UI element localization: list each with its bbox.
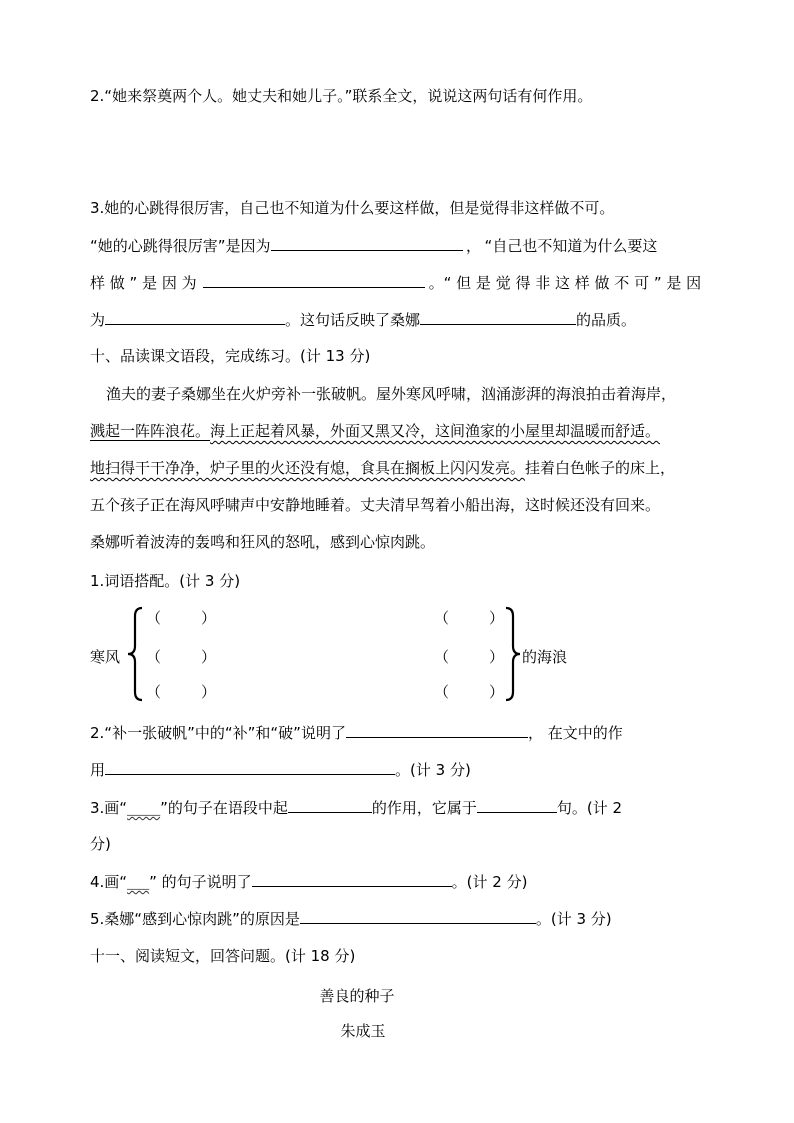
question-10-3-cont: 分) [90, 835, 111, 853]
article-author: 朱成玉 [340, 1022, 386, 1040]
question-9-3-line-a [90, 235, 657, 256]
q10-2-cont-prefix: 用 [90, 761, 106, 779]
paren-close: ） [201, 648, 217, 666]
passage-line-2-a: 溅起一阵阵浪花。 [90, 422, 211, 440]
paren-open: （ [146, 609, 162, 627]
passage-line-2 [90, 421, 660, 441]
left-paren-1[interactable] [146, 608, 216, 628]
passage-line-3 [90, 458, 675, 478]
q10-2-cont-end: 。(计 3 分) [395, 761, 471, 779]
q10-3-end: 句。(计 2 [556, 799, 623, 817]
paren-close: ） [489, 648, 505, 666]
answer-blank-10-2-2[interactable] [105, 759, 395, 775]
paren-open: （ [434, 648, 450, 666]
question-10-1: 1.词语搭配。(计 3 分) [90, 572, 241, 590]
paren-open: （ [434, 609, 450, 627]
q9-3-c-mid: 。这句话反映了桑娜 [285, 311, 421, 329]
paren-close: ） [201, 683, 217, 701]
question-9-3: 3.她的心跳得很厉害，自己也不知道为什么要这样做，但是觉得非这样做不可。 [90, 199, 615, 217]
left-brace-icon [126, 606, 144, 702]
paren-close: ） [489, 683, 505, 701]
answer-blank-9-3-4[interactable] [420, 309, 576, 325]
passage-line-5: 桑娜听着波涛的轰鸣和狂风的怒吼，感到心惊肉跳。 [90, 533, 436, 551]
section-11-heading: 十一、阅读短文，回答问题。(计 18 分) [90, 947, 356, 965]
answer-blank-9-3-2[interactable] [203, 272, 425, 288]
q9-3-b-prefix: 样 做 ” 是 因 为 [90, 274, 197, 292]
q10-4-prefix: 4.画“ [90, 873, 128, 891]
question-10-4 [90, 871, 527, 894]
section-10-heading: 十、品读课文语段，完成练习。(计 13 分) [90, 347, 371, 365]
question-9-3-line-b [90, 272, 701, 293]
q9-3-a-next: “自己也不知道为什么要这 [484, 237, 658, 255]
q9-3-c-end: 的品质。 [576, 311, 637, 329]
answer-blank-10-3-2[interactable] [477, 797, 557, 813]
left-paren-3[interactable] [146, 682, 216, 702]
answer-blank-10-5[interactable] [300, 908, 536, 924]
passage-wavy-sentence-2: 地扫得干干净净，炉子里的火还没有熄，食具在搁板上闪闪发亮。 [90, 459, 526, 477]
question-9-2: 2.“她来祭奠两个人。她丈夫和她儿子。”联系全文，说说这两句话有何作用。 [90, 87, 593, 105]
answer-blank-9-3-3[interactable] [105, 309, 285, 325]
left-paren-2[interactable] [146, 647, 216, 667]
passage-line-3-b: 挂着白色帐子的床上， [525, 459, 676, 477]
q10-4-end: 。(计 2 分) [451, 873, 528, 891]
match-right-label: 的海浪 [522, 648, 568, 666]
q10-2-mid: ， 在文中的作 [527, 724, 623, 742]
right-paren-1[interactable] [434, 608, 504, 628]
passage-wavy-sentence-1: 海上正起着风暴，外面又黑又冷，这间渔家的小屋里却温暖而舒适。 [210, 422, 661, 440]
paren-open: （ [146, 648, 162, 666]
question-10-2 [90, 722, 623, 743]
wavy-line-sample-2: ____ [127, 877, 150, 890]
q10-5-end: 。(计 3 分) [535, 910, 612, 928]
q10-4-mid: ” 的句子说明了 [149, 873, 252, 891]
answer-blank-10-2-1[interactable] [346, 722, 528, 738]
q10-3-prefix: 3.画“ [90, 799, 128, 817]
q10-2-prefix: 2.“补一张破帆”中的“补”和“破”说明了 [90, 724, 346, 742]
passage-line-4: 五个孩子正在海风呼啸声中安静地睡着。丈夫清早驾着小船出海，这时候还没有回来。 [90, 496, 661, 514]
wavy-line-sample: ______ [127, 803, 161, 816]
answer-blank-10-4[interactable] [252, 871, 452, 887]
paren-open: （ [434, 683, 450, 701]
passage-line-1: 渔夫的妻子桑娜坐在火炉旁补一张破帆。屋外寒风呼啸，汹涌澎湃的海浪拍击着海岸， [106, 385, 677, 403]
match-left-label: 寒风 [90, 648, 121, 666]
question-10-2-cont [90, 759, 471, 780]
q9-3-a-prefix: “她的心跳得很厉害”是因为 [90, 237, 271, 255]
q9-3-c-prefix: 为 [90, 311, 106, 329]
paren-close: ） [201, 609, 217, 627]
article-title: 善良的种子 [319, 987, 395, 1005]
question-10-3 [90, 797, 622, 820]
q9-3-a-comma: ， [466, 237, 482, 255]
q10-3-mid2: 的作用，它属于 [371, 799, 477, 817]
q10-3-mid: ”的句子在语段中起 [160, 799, 288, 817]
answer-blank-9-3-1[interactable] [271, 235, 463, 251]
q10-5-prefix: 5.桑娜“感到心惊肉跳”的原因是 [90, 910, 300, 928]
q9-3-b-mid: 。“ 但 是 觉 得 非 这 样 做 不 可 ” 是 因 [428, 274, 702, 292]
answer-blank-10-3-1[interactable] [288, 797, 372, 813]
right-paren-2[interactable] [434, 647, 504, 667]
paren-close: ） [489, 609, 505, 627]
question-9-3-line-c [90, 309, 636, 330]
right-brace-icon [504, 606, 522, 702]
right-paren-3[interactable] [434, 682, 504, 702]
question-10-5 [90, 908, 612, 929]
paren-open: （ [146, 683, 162, 701]
